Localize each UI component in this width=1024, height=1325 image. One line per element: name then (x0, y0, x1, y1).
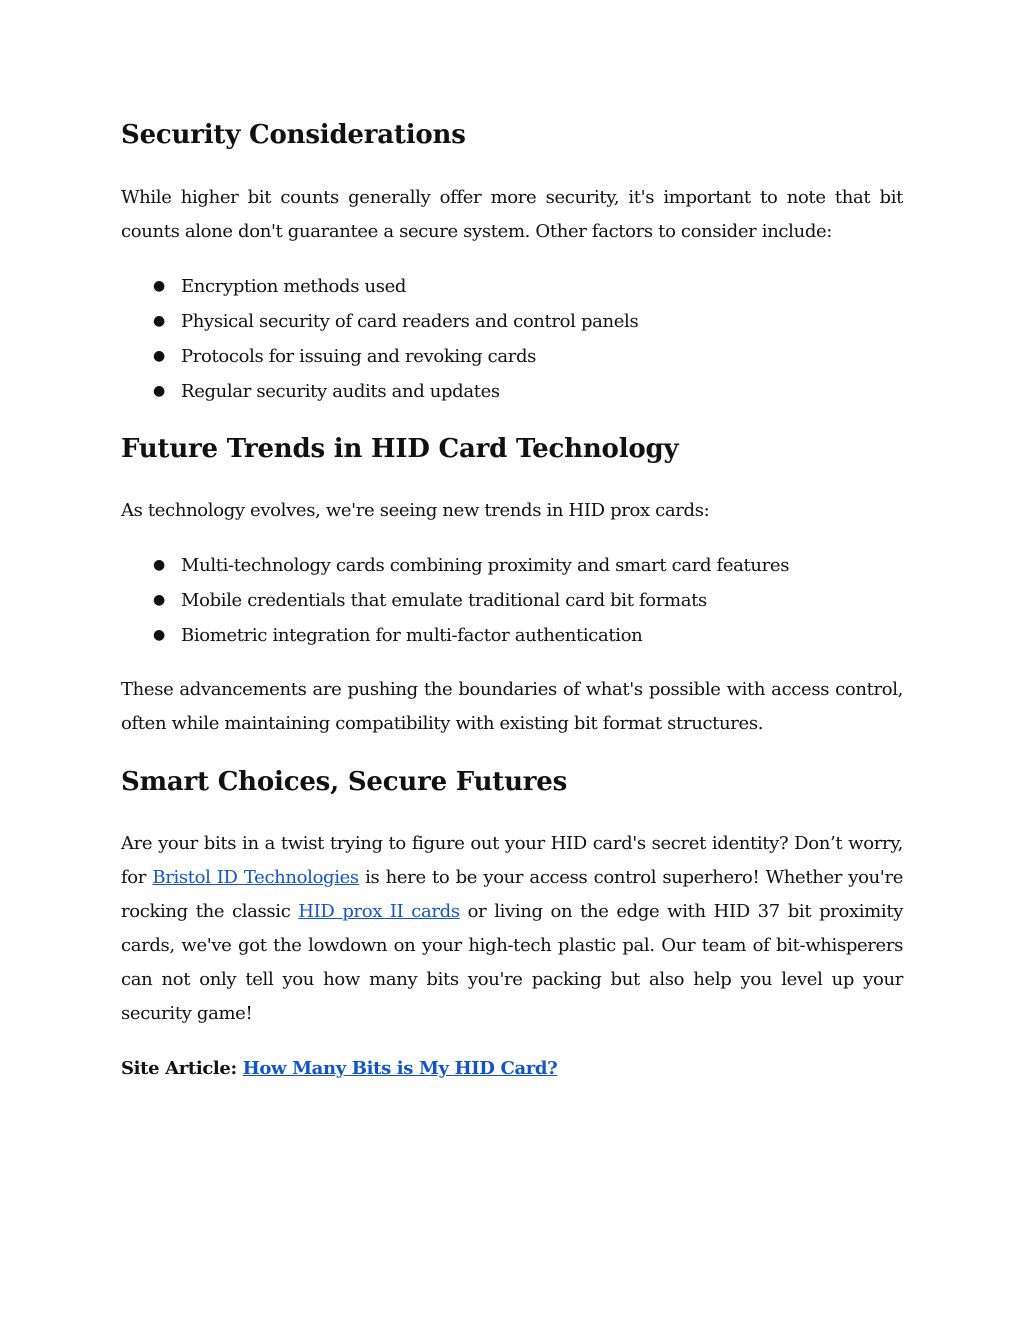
list-item (121, 269, 903, 304)
list-item-text: Regular security audits and updates (181, 381, 500, 402)
paragraph-text: is here to be your access control superhero! Whether you're rocking the classic (121, 867, 903, 922)
bullet-icon: ● (153, 313, 165, 329)
list-item (121, 583, 903, 618)
future-intro-paragraph: As technology evolves, we're seeing new trends in HID prox cards: (121, 500, 710, 521)
site-article-line (121, 1052, 903, 1086)
smart-choices-paragraph (121, 827, 903, 1031)
bristol-id-technologies-link[interactable]: Bristol ID Technologies (152, 867, 359, 888)
list-item (121, 339, 903, 374)
hid-prox-ii-cards-link[interactable]: HID prox II cards (298, 901, 460, 922)
paragraph-text: or living on the edge with HID 37 bit proximity cards, we've got the lowdown on your high-tech plastic pal. Our team of bit-whisperers can not only tell you how many bits you're packing but also help you level up your security game! (121, 901, 904, 1024)
list-item-text: Multi-technology cards combining proximity and smart card features (181, 555, 790, 576)
heading-security-considerations: Security Considerations (121, 120, 466, 150)
paragraph-text: Are your bits in a twist trying to figure out your HID card's secret identity? Don’t worry, for (121, 833, 903, 888)
list-item-text: Mobile credentials that emulate traditional card bit formats (181, 590, 707, 611)
list-item (121, 548, 903, 583)
bullet-icon: ● (153, 627, 165, 643)
advancements-paragraph: These advancements are pushing the boundaries of what's possible with access control, often while maintaining compatibility with existing bit format structures. (121, 679, 903, 734)
bullet-icon: ● (153, 348, 165, 364)
site-article-link[interactable]: How Many Bits is My HID Card? (242, 1058, 558, 1079)
list-item-text: Biometric integration for multi-factor authentication (181, 625, 643, 646)
list-item-text: Encryption methods used (181, 276, 407, 297)
heading-future-trends: Future Trends in HID Card Technology (121, 434, 679, 464)
bullet-icon: ● (153, 383, 165, 399)
list-item (121, 618, 903, 653)
list-item-text: Physical security of card readers and control panels (181, 311, 639, 332)
list-item (121, 374, 903, 409)
security-intro-paragraph: While higher bit counts generally offer more security, it's important to note that bit counts alone don't guarantee a secure system. Other factors to consider include: (121, 187, 903, 242)
list-item-text: Protocols for issuing and revoking cards (181, 346, 537, 367)
future-trends-list (121, 548, 903, 653)
bullet-icon: ● (153, 278, 165, 294)
security-factors-list (121, 269, 903, 409)
site-article-label: Site Article: (121, 1058, 243, 1079)
heading-smart-choices: Smart Choices, Secure Futures (121, 767, 568, 797)
bullet-icon: ● (153, 557, 165, 573)
bullet-icon: ● (153, 592, 165, 608)
list-item (121, 304, 903, 339)
